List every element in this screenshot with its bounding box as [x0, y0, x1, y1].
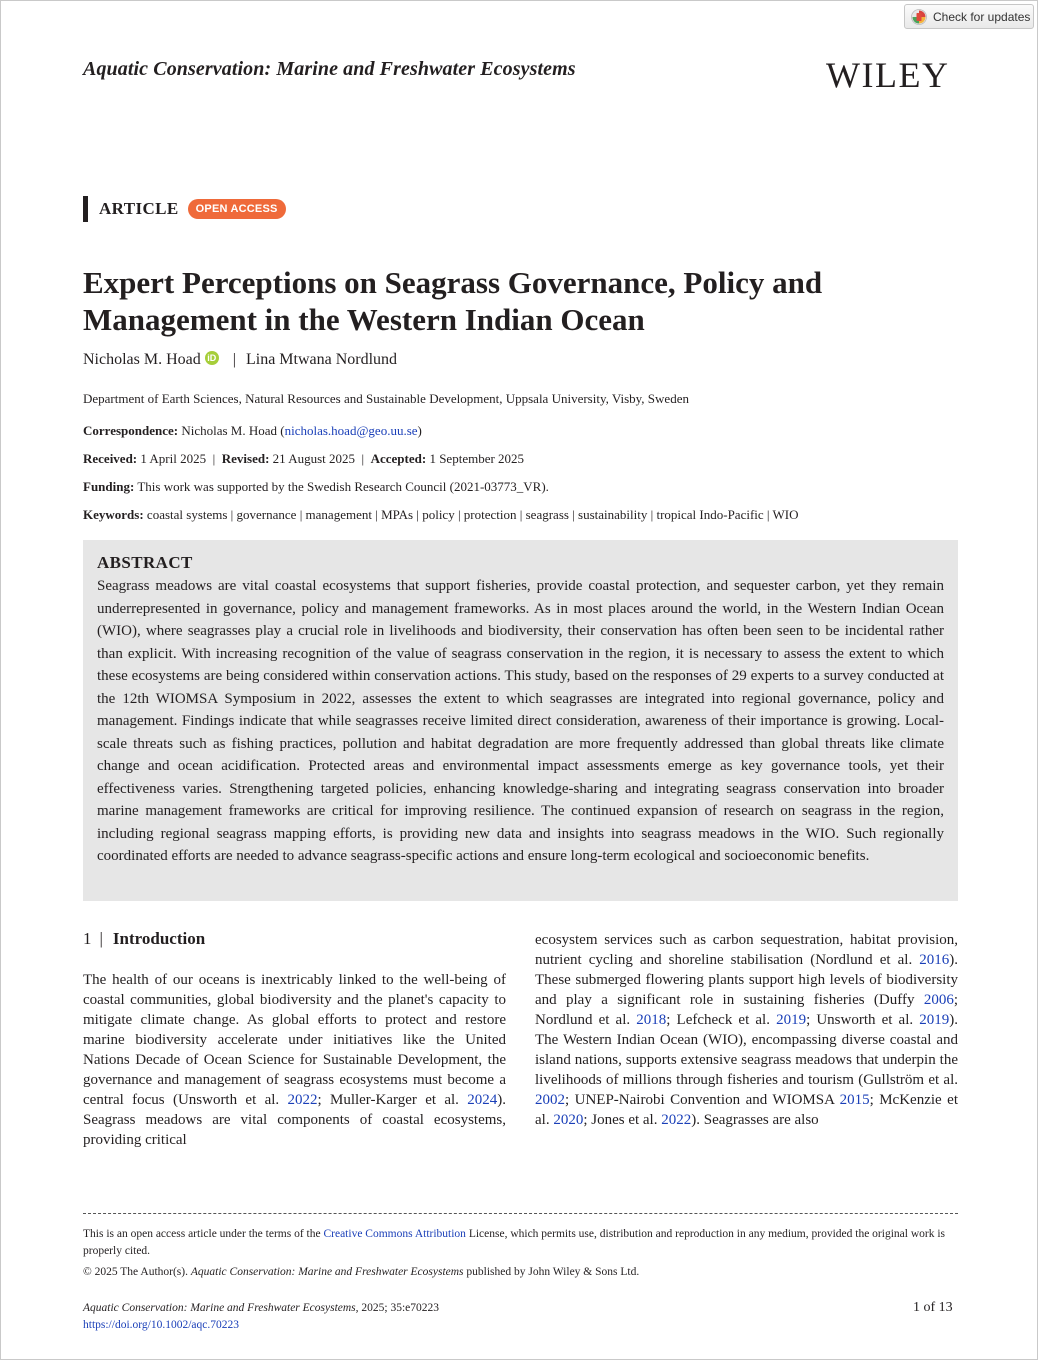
citation-link[interactable]: 2019 — [776, 1012, 807, 1028]
body-text: ; Muller-Karger et al. — [317, 1092, 468, 1108]
page-number: 1 of 13 — [913, 1300, 953, 1315]
correspondence — [83, 423, 422, 439]
section-number: 1 — [83, 929, 92, 948]
correspondence-name: Nicholas M. Hoad ( — [181, 423, 285, 438]
check-for-updates-button[interactable] — [904, 4, 1034, 29]
orcid-icon[interactable]: iD — [205, 351, 219, 365]
body-text: ; McKenzie et al. — [535, 1092, 958, 1128]
title-line-1: Expert Perceptions on Seagrass Governance, Policy and — [83, 265, 823, 300]
license-text: License, which permits use, distribution and reproduction in any medium, provided the original work is properly cited. — [83, 1228, 946, 1257]
received-date: 1 April 2025 — [140, 451, 207, 466]
author-name[interactable]: Lina Mtwana Nordlund — [245, 351, 398, 368]
accepted-label: Accepted: — [370, 451, 427, 466]
body-text: ; Nordlund et al. — [535, 992, 958, 1028]
copyright-notice — [83, 1264, 958, 1281]
correspondence-close: ) — [417, 423, 422, 438]
keywords — [83, 507, 799, 523]
copyright-text: published by John Wiley & Sons Ltd. — [463, 1266, 640, 1278]
date-separator: | — [361, 451, 365, 466]
keywords-label: Keywords: — [83, 507, 144, 522]
open-access-badge: OPEN ACCESS — [188, 199, 286, 219]
license-notice — [83, 1226, 958, 1260]
author-list — [83, 351, 397, 369]
revised-label: Revised: — [221, 451, 270, 466]
body-text: ). Seagrasses are also — [691, 1112, 819, 1128]
revised-date: 21 August 2025 — [272, 451, 355, 466]
intro-paragraph-right — [535, 930, 958, 1130]
author-separator: | — [232, 351, 236, 368]
article-tag-bar — [83, 196, 88, 222]
citation-link[interactable]: 2015 — [839, 1092, 870, 1108]
citation-journal: Aquatic Conservation: Marine and Freshwater Ecosystems, — [83, 1302, 359, 1314]
citation-link[interactable]: 2002 — [535, 1092, 565, 1108]
funding-label: Funding: — [83, 479, 135, 494]
body-text: The health of our oceans is inextricably linked to the well-being of coastal communities, global biodiversity and the planet's capacity to mitigate climate change. As global efforts to protect and restore marine biodiversity accelerate under initiatives like the United Nations Decade of Ocean Science for Sustainable Development, the governance and management of seagrass ecosystems must become a central focus (Unsworth et al. — [83, 972, 506, 1108]
citation-link[interactable]: 2024 — [467, 1092, 498, 1108]
section-heading-introduction — [83, 929, 205, 949]
accepted-date: 1 September 2025 — [429, 451, 525, 466]
abstract-box — [83, 540, 958, 901]
citation-link[interactable]: 2006 — [923, 992, 954, 1008]
abstract-text: Seagrass meadows are vital coastal ecosystems that support fisheries, provide coastal protection, and sequester carbon, yet they remain underrepresented in governance, policy and management frameworks. As in most places around the world, in the Western Indian Ocean (WIO), where seagrasses play a crucial role in livelihoods and biodiversity, their conservation has often been seen to be incidental rather than explicit. With increasing recognition of the value of seagrass conservation in the region, it is necessary to assess the extent to which these ecosystems are being considered within conservation actions. This study, based on the responses of 29 experts to a survey conducted at the 12th WIOMSA Symposium in 2022, assesses the extent to which seagrasses are integrated into regional governance, policy and management. Findings indicate that while seagrasses receive limited direct consideration, awareness of their importance is growing. Local-scale threats such as fishing practices, pollution and habitat degradation are more frequently addressed than global threats like climate change and ocean acidification. Protected areas and environmental impact assessments emerge as key governance tools, yet their effectiveness varies. Strengthening targeted policies, enhancing knowledge-sharing and integrating seagrass conservation into broader marine management frameworks are critical for improving resilience. The continued expansion of research on seagrass in the region, including regional seagrass mapping efforts, is providing new data and insights into seagrass meadows in the WIO. Such regionally coordinated efforts are needed to advance seagrass-specific actions and ensure long-term ecological and socioeconomic benefits. — [97, 578, 944, 864]
citation-link[interactable]: 2022 — [661, 1112, 692, 1128]
body-text: ; Jones et al. — [583, 1112, 662, 1128]
keywords-text: coastal systems | governance | management | MPAs | policy | protection | seagrass | sustainability | tropical Indo-Pacific | WIO — [146, 507, 799, 522]
doi-link[interactable]: https://doi.org/10.1002/aqc.70223 — [83, 1319, 239, 1331]
affiliation: Department of Earth Sciences, Natural Resources and Sustainable Development, Uppsala University, Visby, Sweden — [83, 391, 689, 406]
correspondence-email-link[interactable]: nicholas.hoad@geo.uu.se — [284, 423, 418, 438]
citation-link[interactable]: 2016 — [919, 952, 950, 968]
copyright-text: © 2025 The Author(s). — [83, 1266, 191, 1278]
citation-link[interactable]: 2022 — [287, 1092, 318, 1108]
footer-divider — [83, 1213, 958, 1214]
copyright-journal: Aquatic Conservation: Marine and Freshwater Ecosystems — [190, 1266, 464, 1278]
journal-name: Aquatic Conservation: Marine and Freshwater Ecosystems — [83, 58, 576, 80]
funding — [83, 479, 549, 495]
citation-link[interactable]: 2019 — [919, 1012, 950, 1028]
intro-paragraph-left — [83, 970, 506, 1150]
body-text: ; UNEP-Nairobi Convention and WIOMSA — [565, 1092, 840, 1108]
article-type-label: ARTICLE — [99, 199, 179, 218]
creative-commons-link[interactable]: Creative Commons Attribution — [323, 1228, 466, 1240]
check-updates-label: Check for updates — [933, 9, 1031, 24]
check-updates-icon — [911, 9, 927, 25]
body-text: ; Unsworth et al. — [806, 1012, 920, 1028]
author-name[interactable]: Nicholas M. Hoad — [83, 351, 201, 368]
citation-details: 2025; 35:e70223 — [358, 1302, 440, 1314]
citation-link[interactable]: 2018 — [636, 1012, 667, 1028]
received-label: Received: — [83, 451, 138, 466]
date-separator: | — [212, 451, 216, 466]
section-separator: | — [99, 929, 103, 948]
body-text: ). These submerged flowering plants support high levels of biodiversity and play a significant role in sustaining fisheries (Duffy — [535, 952, 958, 1008]
license-text: This is an open access article under the terms of the — [83, 1228, 324, 1240]
citation-link[interactable]: 2020 — [553, 1112, 584, 1128]
funding-text: This work was supported by the Swedish Research Council (2021-03773_VR). — [137, 479, 549, 494]
correspondence-label: Correspondence: — [83, 423, 179, 438]
body-text: ; Lefcheck et al. — [666, 1012, 777, 1028]
citation-footer — [83, 1300, 958, 1334]
body-text: ). The Western Indian Ocean (WIO), encompassing diverse coastal and island nations, supports extensive seagrass meadows that underpin the livelihoods of millions through fisheries and tourism (Gullström et al. — [535, 1012, 958, 1088]
abstract-heading: ABSTRACT — [97, 553, 193, 572]
article-type-tag — [83, 196, 286, 222]
body-text: ). Seagrass meadows are vital components of coastal ecosystems, providing critical — [83, 1092, 506, 1148]
section-title: Introduction — [112, 929, 206, 948]
article-title — [83, 264, 963, 338]
body-text: ecosystem services such as carbon sequestration, habitat provision, nutrient cycling and shoreline stabilisation (Nordlund et al. — [535, 932, 958, 968]
title-line-2: Management in the Western Indian Ocean — [83, 302, 645, 337]
article-dates — [83, 451, 524, 467]
wiley-logo[interactable]: WILEY — [826, 55, 950, 95]
